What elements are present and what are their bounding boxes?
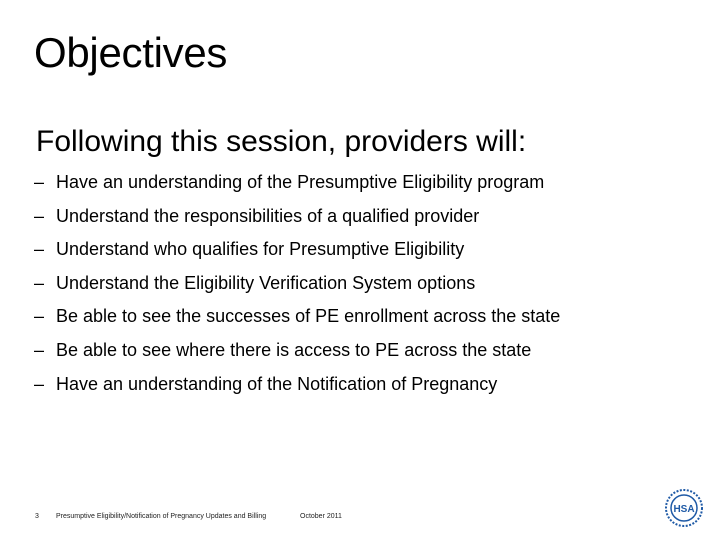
bullet-text: Be able to see where there is access to PE across the state	[56, 339, 532, 360]
logo-text: HSA	[673, 504, 695, 515]
list-item	[34, 206, 560, 240]
list-item	[34, 374, 560, 408]
bullet-dash: –	[34, 339, 45, 360]
bullet-dash: –	[34, 205, 45, 226]
list-item	[34, 340, 560, 374]
footer-presentation-title: Presumptive Eligibility/Notification of Pregnancy Updates and Billing	[56, 513, 267, 520]
footer-date: October 2011	[300, 513, 342, 520]
list-item	[34, 306, 560, 340]
organization-seal-icon	[664, 488, 704, 528]
list-item	[34, 172, 560, 206]
bullet-text: Be able to see the successes of PE enrollment across the state	[56, 306, 561, 327]
bullet-dash: –	[34, 172, 45, 192]
bullet-text: Understand the responsibilities of a qualified provider	[56, 205, 480, 226]
bullet-dash: –	[34, 272, 45, 293]
list-item	[34, 273, 560, 307]
page-number: 3	[35, 513, 39, 520]
bullet-text: Have an understanding of the Presumptive Eligibility program	[56, 172, 545, 192]
slide-subtitle: Following this session, providers will:	[36, 125, 527, 158]
slide-title: Objectives	[34, 29, 228, 76]
slide-footer	[0, 510, 720, 526]
bullet-dash: –	[34, 373, 45, 394]
objectives-list	[34, 172, 560, 407]
bullet-dash: –	[34, 239, 45, 260]
bullet-dash: –	[34, 306, 45, 327]
bullet-text: Have an understanding of the Notification of Pregnancy	[56, 373, 498, 394]
bullet-text: Understand who qualifies for Presumptive Eligibility	[56, 239, 465, 260]
bullet-text: Understand the Eligibility Verification System options	[56, 272, 476, 293]
list-item	[34, 239, 560, 273]
